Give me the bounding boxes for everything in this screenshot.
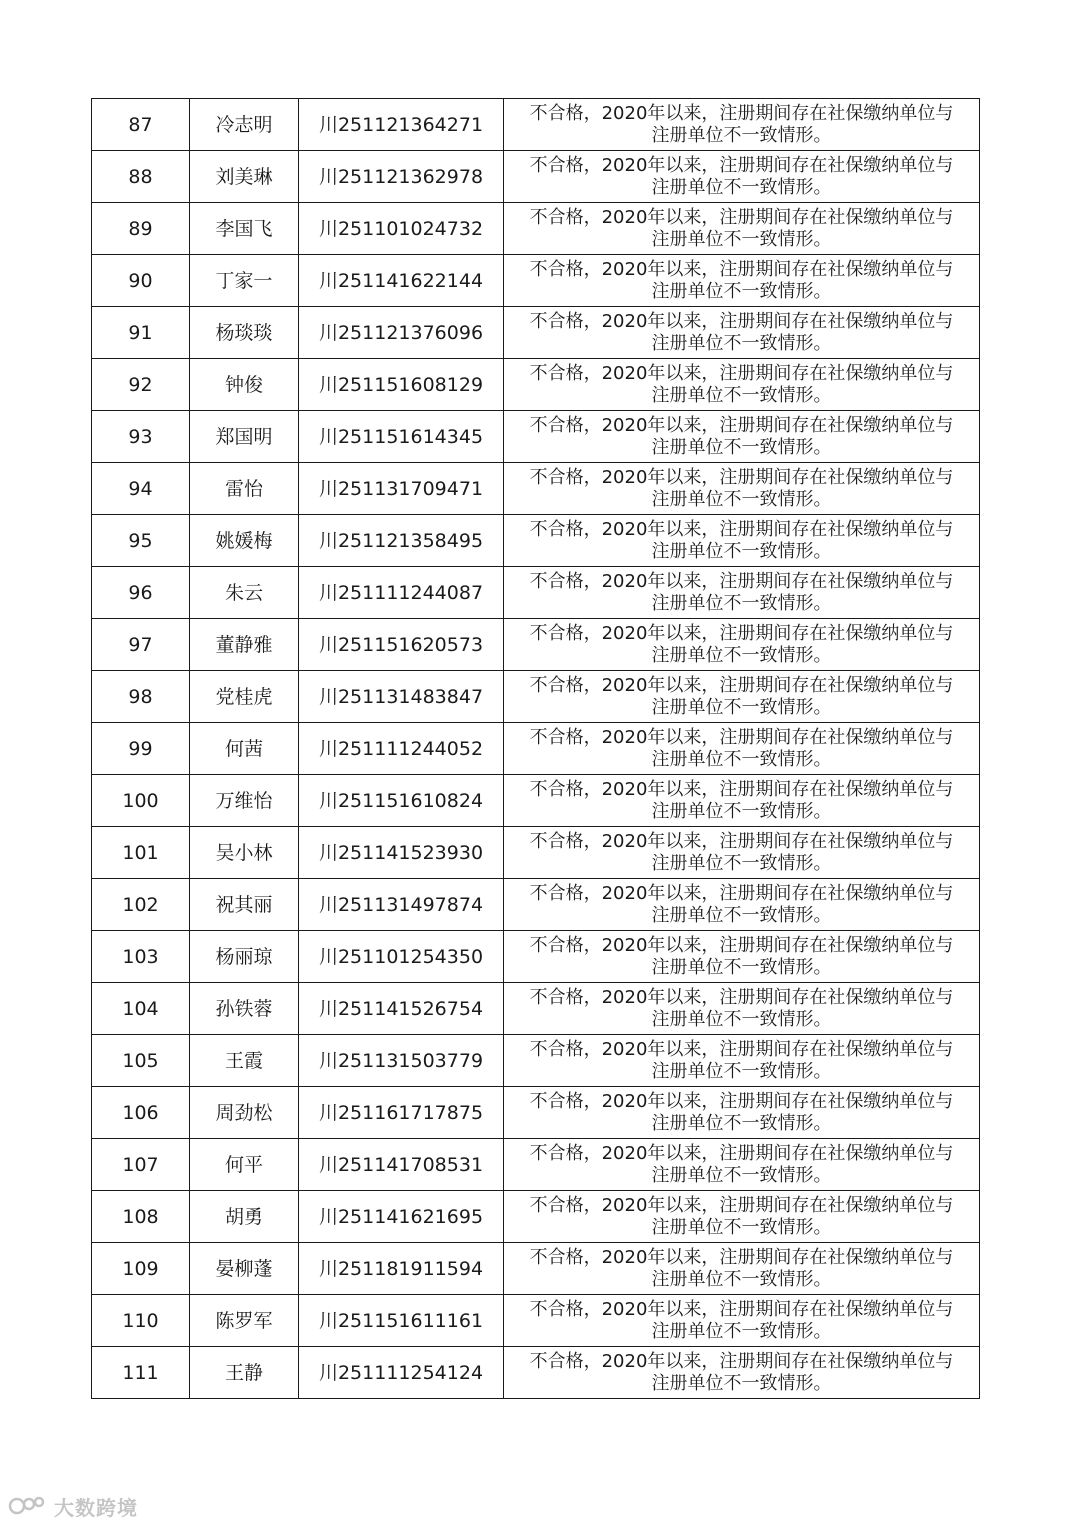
result-line-1: 不合格，2020年以来，注册期间存在社保缴纳单位与 — [529, 622, 954, 644]
person-name: 周劲松 — [190, 1087, 299, 1139]
table-row — [92, 671, 980, 723]
person-name: 李国飞 — [190, 203, 299, 255]
certificate-number: 川251111254124 — [299, 1347, 504, 1399]
table-row — [92, 99, 980, 151]
table-row — [92, 203, 980, 255]
table-row — [92, 723, 980, 775]
result-line-1: 不合格，2020年以来，注册期间存在社保缴纳单位与 — [529, 830, 954, 852]
result-line-2: 注册单位不一致情形。 — [651, 332, 832, 354]
certificate-number: 川251131497874 — [299, 879, 504, 931]
result-line-2: 注册单位不一致情形。 — [651, 124, 832, 146]
row-number: 101 — [92, 827, 190, 879]
person-name: 万维怡 — [190, 775, 299, 827]
certificate-number: 川251131503779 — [299, 1035, 504, 1087]
table-row — [92, 1347, 980, 1399]
result-line-1: 不合格，2020年以来，注册期间存在社保缴纳单位与 — [529, 206, 954, 228]
certificate-number: 川251141526754 — [299, 983, 504, 1035]
row-number: 109 — [92, 1243, 190, 1295]
row-number: 94 — [92, 463, 190, 515]
result-line-1: 不合格，2020年以来，注册期间存在社保缴纳单位与 — [529, 1246, 954, 1268]
row-number: 95 — [92, 515, 190, 567]
table-row — [92, 1139, 980, 1191]
result-line-1: 不合格，2020年以来，注册期间存在社保缴纳单位与 — [529, 466, 954, 488]
certificate-number: 川251181911594 — [299, 1243, 504, 1295]
row-number: 111 — [92, 1347, 190, 1399]
table-row — [92, 307, 980, 359]
inspection-result — [504, 515, 980, 567]
person-name: 吴小林 — [190, 827, 299, 879]
table-row — [92, 879, 980, 931]
result-line-1: 不合格，2020年以来，注册期间存在社保缴纳单位与 — [529, 154, 954, 176]
person-name: 祝其丽 — [190, 879, 299, 931]
result-line-1: 不合格，2020年以来，注册期间存在社保缴纳单位与 — [529, 1194, 954, 1216]
row-number: 103 — [92, 931, 190, 983]
person-name: 杨丽琼 — [190, 931, 299, 983]
person-name: 党桂虎 — [190, 671, 299, 723]
row-number: 92 — [92, 359, 190, 411]
inspection-result — [504, 99, 980, 151]
table-row — [92, 255, 980, 307]
table-body — [92, 99, 980, 1399]
result-line-1: 不合格，2020年以来，注册期间存在社保缴纳单位与 — [529, 674, 954, 696]
watermark-text: 大数跨境 — [54, 1495, 138, 1520]
row-number: 87 — [92, 99, 190, 151]
inspection-result — [504, 411, 980, 463]
inspection-result — [504, 931, 980, 983]
certificate-number: 川251151610824 — [299, 775, 504, 827]
result-line-2: 注册单位不一致情形。 — [651, 644, 832, 666]
row-number: 100 — [92, 775, 190, 827]
table-row — [92, 411, 980, 463]
result-line-1: 不合格，2020年以来，注册期间存在社保缴纳单位与 — [529, 882, 954, 904]
inspection-result — [504, 1191, 980, 1243]
certificate-number: 川251131483847 — [299, 671, 504, 723]
table-row — [92, 1087, 980, 1139]
person-name: 何平 — [190, 1139, 299, 1191]
result-line-2: 注册单位不一致情形。 — [651, 1164, 832, 1186]
table-row — [92, 827, 980, 879]
table-row — [92, 931, 980, 983]
certificate-number: 川251141523930 — [299, 827, 504, 879]
result-line-1: 不合格，2020年以来，注册期间存在社保缴纳单位与 — [529, 414, 954, 436]
person-name: 陈罗军 — [190, 1295, 299, 1347]
result-line-1: 不合格，2020年以来，注册期间存在社保缴纳单位与 — [529, 310, 954, 332]
table-row — [92, 567, 980, 619]
inspection-result — [504, 671, 980, 723]
table-row — [92, 983, 980, 1035]
result-line-1: 不合格，2020年以来，注册期间存在社保缴纳单位与 — [529, 1038, 954, 1060]
table-row — [92, 463, 980, 515]
certificate-number: 川251101024732 — [299, 203, 504, 255]
person-name: 王霞 — [190, 1035, 299, 1087]
table-row — [92, 1243, 980, 1295]
inspection-result — [504, 1035, 980, 1087]
inspection-result-table — [91, 98, 980, 1399]
certificate-number: 川251141621695 — [299, 1191, 504, 1243]
inspection-result — [504, 723, 980, 775]
result-line-2: 注册单位不一致情形。 — [651, 748, 832, 770]
table-row — [92, 619, 980, 671]
result-line-2: 注册单位不一致情形。 — [651, 592, 832, 614]
table-row — [92, 1191, 980, 1243]
table-row — [92, 515, 980, 567]
certificate-number: 川251151614345 — [299, 411, 504, 463]
row-number: 97 — [92, 619, 190, 671]
result-line-1: 不合格，2020年以来，注册期间存在社保缴纳单位与 — [529, 258, 954, 280]
table-row — [92, 775, 980, 827]
person-name: 钟俊 — [190, 359, 299, 411]
table-row — [92, 151, 980, 203]
row-number: 93 — [92, 411, 190, 463]
inspection-result — [504, 1295, 980, 1347]
person-name: 冷志明 — [190, 99, 299, 151]
inspection-result — [504, 359, 980, 411]
result-line-2: 注册单位不一致情形。 — [651, 228, 832, 250]
inspection-result — [504, 775, 980, 827]
inspection-result — [504, 307, 980, 359]
table-row — [92, 359, 980, 411]
result-line-2: 注册单位不一致情形。 — [651, 1268, 832, 1290]
inspection-result — [504, 203, 980, 255]
inspection-result — [504, 151, 980, 203]
result-line-2: 注册单位不一致情形。 — [651, 176, 832, 198]
result-line-2: 注册单位不一致情形。 — [651, 696, 832, 718]
certificate-number: 川251161717875 — [299, 1087, 504, 1139]
inspection-result — [504, 983, 980, 1035]
result-line-1: 不合格，2020年以来，注册期间存在社保缴纳单位与 — [529, 1350, 954, 1372]
person-name: 胡勇 — [190, 1191, 299, 1243]
inspection-result — [504, 879, 980, 931]
result-line-2: 注册单位不一致情形。 — [651, 280, 832, 302]
row-number: 108 — [92, 1191, 190, 1243]
result-line-1: 不合格，2020年以来，注册期间存在社保缴纳单位与 — [529, 1142, 954, 1164]
certificate-number: 川251121362978 — [299, 151, 504, 203]
row-number: 104 — [92, 983, 190, 1035]
certificate-number: 川251151611161 — [299, 1295, 504, 1347]
result-line-2: 注册单位不一致情形。 — [651, 384, 832, 406]
person-name: 郑国明 — [190, 411, 299, 463]
table-row — [92, 1295, 980, 1347]
row-number: 102 — [92, 879, 190, 931]
result-line-2: 注册单位不一致情形。 — [651, 1372, 832, 1394]
row-number: 110 — [92, 1295, 190, 1347]
certificate-number: 川251121364271 — [299, 99, 504, 151]
result-line-2: 注册单位不一致情形。 — [651, 956, 832, 978]
result-line-2: 注册单位不一致情形。 — [651, 1060, 832, 1082]
result-line-1: 不合格，2020年以来，注册期间存在社保缴纳单位与 — [529, 934, 954, 956]
row-number: 105 — [92, 1035, 190, 1087]
certificate-number: 川251121358495 — [299, 515, 504, 567]
result-line-2: 注册单位不一致情形。 — [651, 1320, 832, 1342]
dashujuajing-logo-icon — [8, 1492, 48, 1520]
certificate-number: 川251101254350 — [299, 931, 504, 983]
inspection-result — [504, 1347, 980, 1399]
person-name: 何茜 — [190, 723, 299, 775]
certificate-number: 川251151620573 — [299, 619, 504, 671]
person-name: 雷怡 — [190, 463, 299, 515]
certificate-number: 川251151608129 — [299, 359, 504, 411]
person-name: 孙铁蓉 — [190, 983, 299, 1035]
row-number: 88 — [92, 151, 190, 203]
result-line-2: 注册单位不一致情形。 — [651, 1112, 832, 1134]
certificate-number: 川251111244052 — [299, 723, 504, 775]
watermark — [8, 1490, 138, 1522]
result-line-2: 注册单位不一致情形。 — [651, 904, 832, 926]
result-line-2: 注册单位不一致情形。 — [651, 1216, 832, 1238]
inspection-result — [504, 1087, 980, 1139]
table-row — [92, 1035, 980, 1087]
result-line-1: 不合格，2020年以来，注册期间存在社保缴纳单位与 — [529, 102, 954, 124]
person-name: 丁家一 — [190, 255, 299, 307]
inspection-result — [504, 463, 980, 515]
result-line-1: 不合格，2020年以来，注册期间存在社保缴纳单位与 — [529, 1298, 954, 1320]
row-number: 90 — [92, 255, 190, 307]
result-line-1: 不合格，2020年以来，注册期间存在社保缴纳单位与 — [529, 726, 954, 748]
inspection-result — [504, 619, 980, 671]
result-line-2: 注册单位不一致情形。 — [651, 852, 832, 874]
certificate-number: 川251141622144 — [299, 255, 504, 307]
person-name: 姚媛梅 — [190, 515, 299, 567]
person-name: 杨琰琰 — [190, 307, 299, 359]
row-number: 107 — [92, 1139, 190, 1191]
inspection-result — [504, 567, 980, 619]
result-line-2: 注册单位不一致情形。 — [651, 436, 832, 458]
row-number: 96 — [92, 567, 190, 619]
certificate-number: 川251121376096 — [299, 307, 504, 359]
person-name: 王静 — [190, 1347, 299, 1399]
inspection-result — [504, 1243, 980, 1295]
result-line-1: 不合格，2020年以来，注册期间存在社保缴纳单位与 — [529, 570, 954, 592]
result-line-2: 注册单位不一致情形。 — [651, 488, 832, 510]
result-line-2: 注册单位不一致情形。 — [651, 800, 832, 822]
certificate-number: 川251131709471 — [299, 463, 504, 515]
result-line-1: 不合格，2020年以来，注册期间存在社保缴纳单位与 — [529, 778, 954, 800]
inspection-result — [504, 827, 980, 879]
result-line-1: 不合格，2020年以来，注册期间存在社保缴纳单位与 — [529, 518, 954, 540]
result-line-1: 不合格，2020年以来，注册期间存在社保缴纳单位与 — [529, 1090, 954, 1112]
certificate-number: 川251111244087 — [299, 567, 504, 619]
result-line-2: 注册单位不一致情形。 — [651, 540, 832, 562]
result-line-2: 注册单位不一致情形。 — [651, 1008, 832, 1030]
inspection-result — [504, 255, 980, 307]
person-name: 晏柳蓬 — [190, 1243, 299, 1295]
row-number: 99 — [92, 723, 190, 775]
person-name: 刘美琳 — [190, 151, 299, 203]
row-number: 91 — [92, 307, 190, 359]
result-line-1: 不合格，2020年以来，注册期间存在社保缴纳单位与 — [529, 362, 954, 384]
row-number: 106 — [92, 1087, 190, 1139]
certificate-number: 川251141708531 — [299, 1139, 504, 1191]
row-number: 89 — [92, 203, 190, 255]
row-number: 98 — [92, 671, 190, 723]
inspection-result — [504, 1139, 980, 1191]
person-name: 董静雅 — [190, 619, 299, 671]
person-name: 朱云 — [190, 567, 299, 619]
result-line-1: 不合格，2020年以来，注册期间存在社保缴纳单位与 — [529, 986, 954, 1008]
